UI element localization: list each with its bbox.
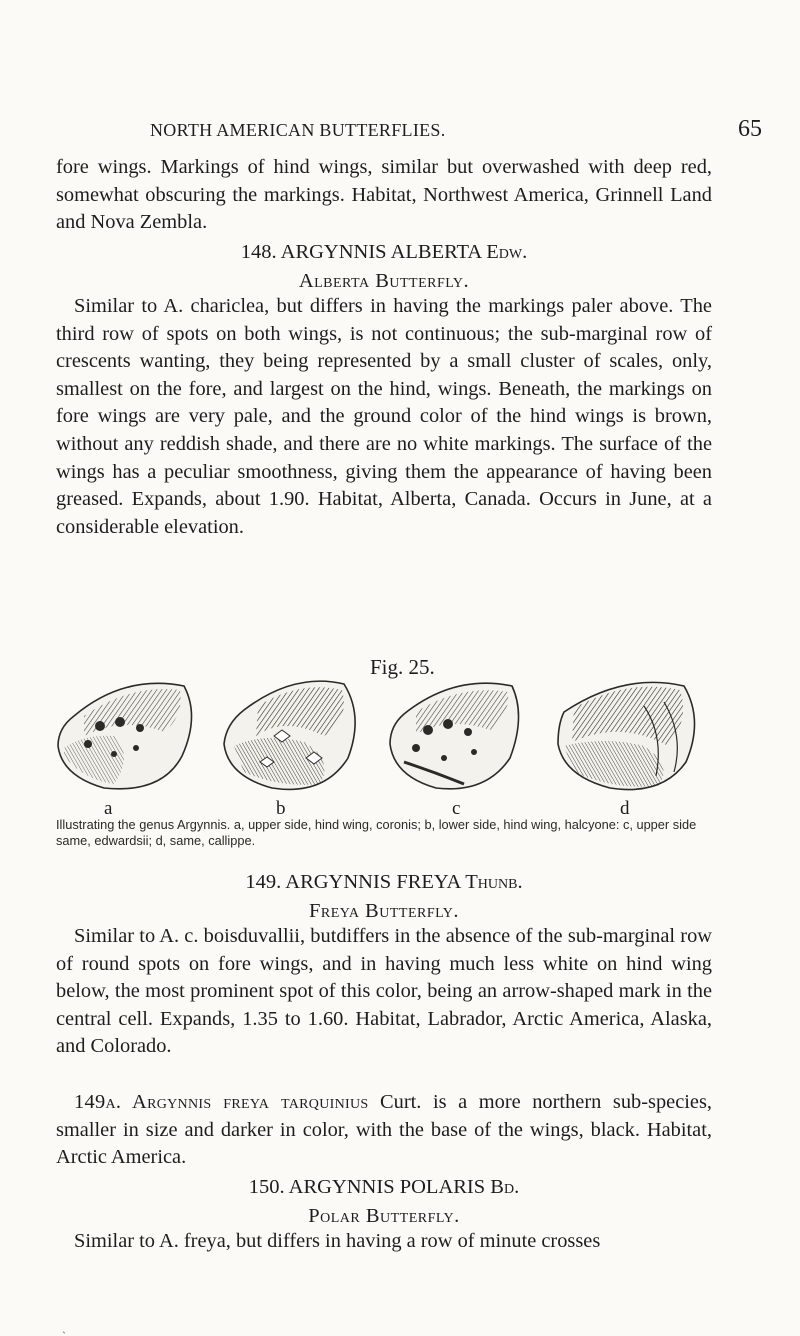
species-author-148: Edw. [486,241,528,263]
subspecies-text: Curt. is a more northern sub-species, smaller in size and darker in color, with the base of the wings, black. Habitat, Arctic America. [56,1091,712,1169]
paragraph-149a [56,1089,712,1172]
species-name-149: 149. ARGYNNIS FREYA [245,871,461,893]
paragraph-text: Similar to A. freya, but differs in having a row of minute crosses [74,1230,601,1252]
common-name-150: Polar Butterfly. [308,1205,460,1227]
figure-caption: Illustrating the genus Argynnis. a, upper side, hind wing, coronis; b, lower side, hind wing, halcyone: c, upper side same, edwardsii; d, same, callippe. [56,817,697,848]
species-heading-148 [56,238,712,267]
figure-25-wings [44,676,714,796]
paragraph-150 [56,1228,712,1256]
running-head [0,116,800,144]
common-name-149: Freya Butterfly. [308,900,460,922]
figure-label-c: c [452,798,461,819]
paragraph-149 [56,923,712,1061]
paragraph-text: Similar to A. chariclea, but differs in having the markings paler above. The third row of spots on both wings, is not continuous; the sub-marginal row of crescents wanting, they being represented by a small cluster of scales, only, smallest on the fore, and largest on the hind, wings. Beneath, the markings on fore wings are very pale, and the ground color of the hind wings is brown, without any reddish shade, and there are no white markings. The surface of the wings has a peculiar smoothness, giving them the appearance of having been greased. Expands, about 1.90. Habitat, Alberta, Canada. Occurs in June, at a considerable elevation. [56,295,712,538]
subspecies-name: 149a. Argynnis freya tarquinius [74,1091,369,1113]
heading-150 [56,1173,712,1231]
heading-149 [56,868,712,926]
paragraph-text: fore wings. Markings of hind wings, similar but overwashed with deep red, somewhat obscuring the markings. Habitat, Northwest America, Grinnell Land and Nova Zembla. [56,156,712,234]
species-heading-149 [56,868,712,897]
common-name-148: Alberta Butterfly. [298,270,470,292]
paragraph-text-149a [56,1089,712,1172]
species-name-148: 148. ARGYNNIS ALBERTA [240,241,482,263]
figure-label-a: a [104,798,113,819]
species-author-149: Thunb. [465,871,523,893]
paragraph-text: Similar to A. c. boisduvallii, butdiffers in the absence of the sub-marginal row of round spots on fore wings, and in having much less white on hind wing below, the most prominent spot of this color, being an arrow-shaped mark in the central cell. Expands, 1.35 to 1.60. Habitat, Labrador, Arctic America, Alaska, and Colorado. [56,925,712,1058]
species-name-150: 150. ARGYNNIS POLARIS [248,1176,486,1198]
wing-c [390,683,519,789]
figure-title: Fig. 25. [370,655,435,679]
wing-a [58,683,192,788]
page-number: 65 [738,116,762,142]
species-heading-150 [56,1173,712,1202]
margin-mark: ˎ [62,1320,66,1334]
species-author-150: Bd. [490,1176,520,1198]
running-title: NORTH AMERICAN BUTTERFLIES. [150,120,446,140]
figure-label-d: d [620,798,630,819]
heading-148 [56,238,712,296]
paragraph-148 [56,293,712,541]
wing-d [558,682,695,789]
wing-b [224,681,355,789]
paragraph-continuation [56,154,712,237]
figure-label-b: b [276,798,286,819]
